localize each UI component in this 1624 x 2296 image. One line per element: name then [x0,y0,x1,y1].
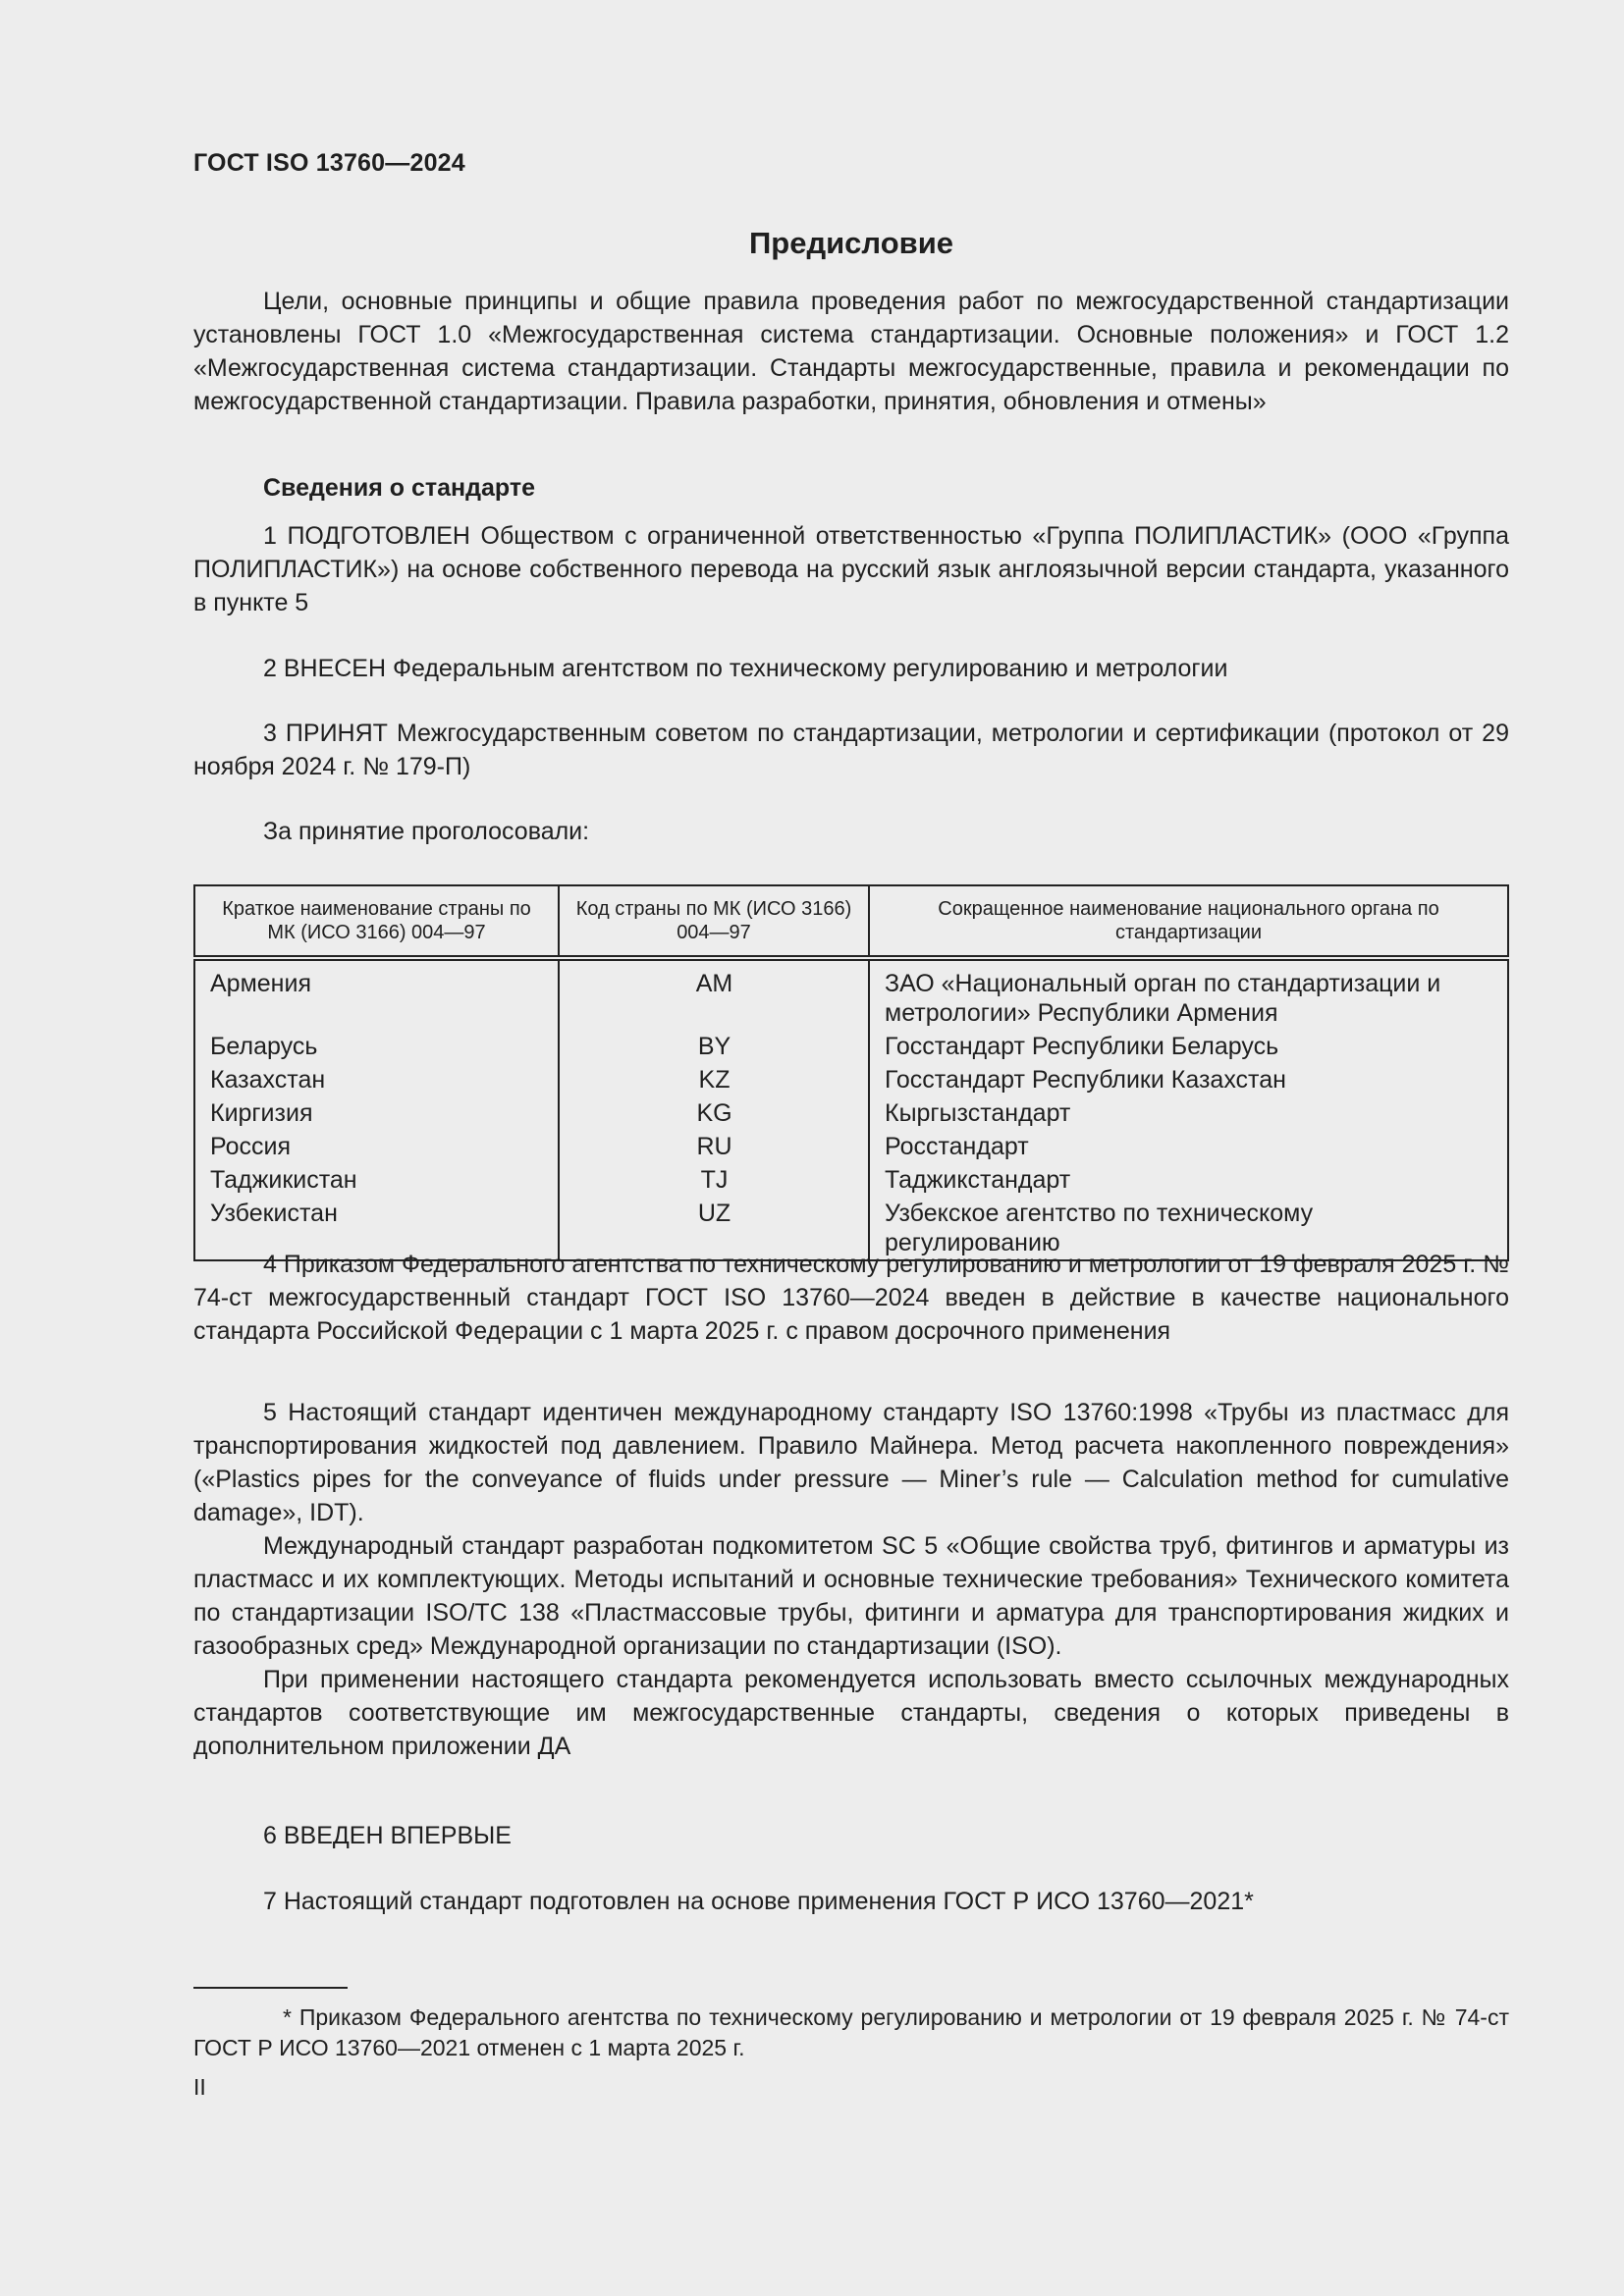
item-1 [193,519,1509,619]
country-cell: Казахстан [194,1063,559,1096]
org-cell: Кыргызстандарт [869,1096,1508,1130]
table-row [194,1063,1508,1096]
org-cell: Таджикстандарт [869,1163,1508,1197]
footnote-text: * Приказом Федерального агентства по техническому регулированию и метрологии от 19 февраля 2025 г. № 74-ст ГОСТ Р ИСО 13760—2021 отменен с 1 марта 2025 г. [193,2004,1509,2060]
org-cell: Узбекское агентство по техническому регулированию [869,1197,1508,1260]
code-cell: KG [559,1096,869,1130]
item-5-text: 5 Настоящий стандарт идентичен международному стандарту ISO 13760:1998 «Трубы из пластмасс для транспортирования жидкостей под давлением. Правило Майнера. Метод расчета накопленного повреждения» («Plastics pipes for the conveyance of fluids under pressure — Miner’s rule — Calculation method for cumulative damage», IDT). [193,1399,1509,1526]
code-cell: UZ [559,1197,869,1260]
country-cell: Таджикистан [194,1163,559,1197]
table-row [194,1163,1508,1197]
header-country: Краткое наименование страны по МК (ИСО 3166) 004—97 [194,885,559,958]
code-cell: TJ [559,1163,869,1197]
org-cell: Росстандарт [869,1130,1508,1163]
item-2-text: 2 ВНЕСЕН Федеральным агентством по техническому регулированию и метрологии [263,655,1228,682]
item-3 [193,717,1509,783]
item-4 [193,1248,1509,1348]
item-6-text: 6 ВВЕДЕН ВПЕРВЫЕ [263,1822,512,1849]
header-code: Код страны по МК (ИСО 3166) 004—97 [559,885,869,958]
item-7 [193,1885,1509,1918]
code-cell: AM [559,958,869,1030]
countries-table [193,884,1509,1261]
item-5-paragraph-3: При применении настоящего стандарта рекомендуется использовать вместо ссылочных международных стандартов соответствующие им межгосударственные стандарты, сведения о которых приведены в дополнительном приложении ДА [193,1666,1509,1760]
country-cell: Киргизия [194,1096,559,1130]
info-heading: Сведения о стандарте [263,474,536,502]
table-row [194,1030,1508,1063]
voted-text: За принятие проголосовали: [263,818,590,845]
intro-text: Цели, основные принципы и общие правила проведения работ по межгосударственной стандартизации установлены ГОСТ 1.0 «Межгосударственная система стандартизации. Основные положения» и ГОСТ 1.2 «Межгосударственная система стандартизации. Стандарты межгосударственные, правила и рекомендации по межгосударственной стандартизации. Правила разработки, принятия, обновления и отмены» [193,288,1509,415]
intro-paragraph [193,285,1509,418]
item-2 [193,652,1509,685]
org-cell: Госстандарт Республики Казахстан [869,1063,1508,1096]
item-4-text: 4 Приказом Федерального агентства по техническому регулированию и метрологии от 19 февраля 2025 г. № 74-ст межгосударственный стандарт ГОСТ ISO 13760—2024 введен в действие в качестве национального стандарта Российской Федерации с 1 марта 2025 г. с правом досрочного применения [193,1251,1509,1345]
page-title: Предисловие [748,226,953,260]
item-5-paragraph-2: Международный стандарт разработан подкомитетом SC 5 «Общие свойства труб, фитингов и арматуры из пластмасс и их комплектующих. Методы испытаний и основные технические требования» Технического комитета по стандартизации ISO/TC 138 «Пластмассовые трубы, фитинги и арматура для транспортирования жидких и газообразных сред» Международной организации по стандартизации (ISO). [193,1532,1509,1660]
footnote-separator [193,1987,348,1989]
header-org: Сокращенное наименование национального органа по стандартизации [869,885,1508,958]
code-cell: BY [559,1030,869,1063]
item-1-text: 1 ПОДГОТОВЛЕН Обществом с ограниченной ответственностью «Группа ПОЛИПЛАСТИК» (ООО «Группа ПОЛИПЛАСТИК») на основе собственного перевода на русский язык англоязычной версии стандарта, указанного в пункте 5 [193,522,1509,616]
code-cell: RU [559,1130,869,1163]
org-cell: Госстандарт Республики Беларусь [869,1030,1508,1063]
table-row [194,958,1508,1030]
code-cell: KZ [559,1063,869,1096]
footnote [193,2002,1509,2063]
item-3-text: 3 ПРИНЯТ Межгосударственным советом по стандартизации, метрологии и сертификации (протокол от 29 ноября 2024 г. № 179-П) [193,720,1509,780]
org-cell: ЗАО «Национальный орган по стандартизации и метрологии» Республики Армения [869,958,1508,1030]
country-cell: Россия [194,1130,559,1163]
item-6 [193,1819,1509,1852]
info-heading-block [193,471,1509,505]
page-number: II [193,2074,206,2100]
country-cell: Армения [194,958,559,1030]
table-header-row [194,885,1508,958]
item-7-text: 7 Настоящий стандарт подготовлен на основе применения ГОСТ Р ИСО 13760—2021* [263,1888,1254,1915]
table-row [194,1096,1508,1130]
document-header: ГОСТ ISO 13760—2024 [193,149,465,177]
voted-line [193,815,1509,848]
item-5 [193,1396,1509,1763]
country-cell: Узбекистан [194,1197,559,1260]
table-row [194,1130,1508,1163]
country-cell: Беларусь [194,1030,559,1063]
